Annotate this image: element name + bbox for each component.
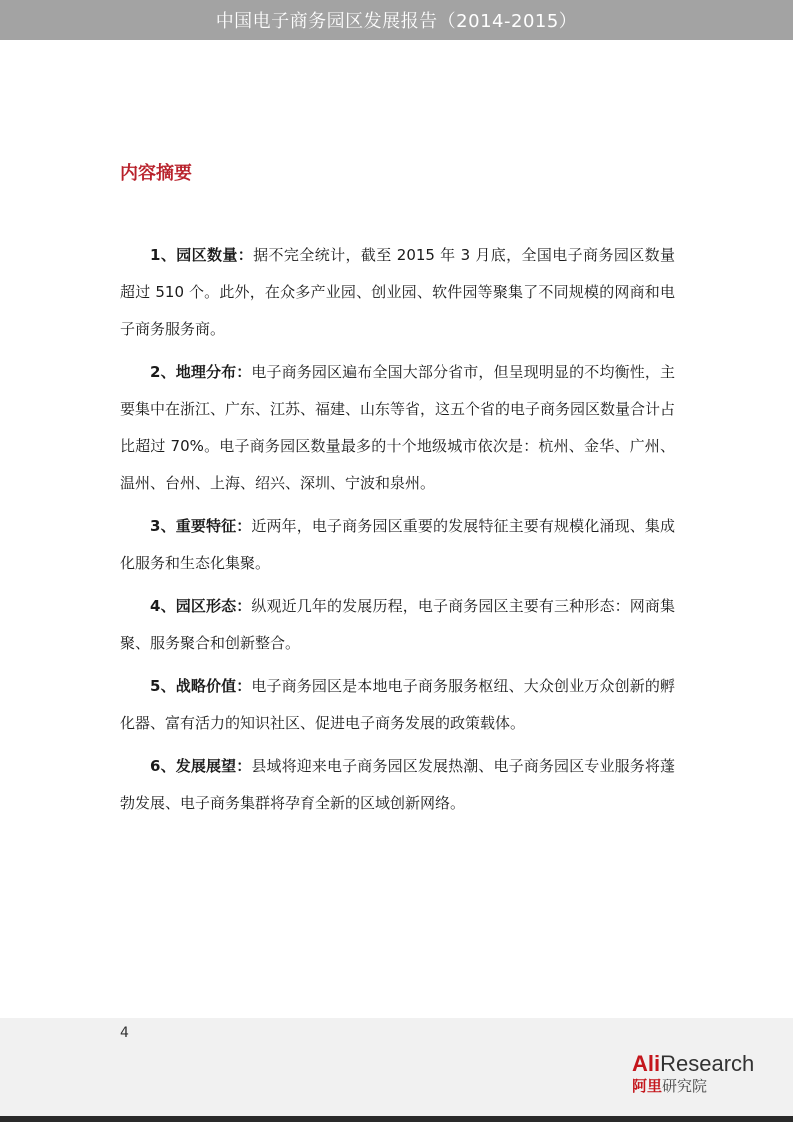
paragraph-lead: 4、园区形态： [150,597,252,615]
logo-wordmark [632,1052,777,1076]
paragraph-lead: 3、重要特征： [150,517,252,535]
aliresearch-logo [632,1052,777,1098]
logo-research: Research [660,1051,755,1076]
paragraph-text: 近两年，电子商务园区重要的发展特征主要有规模化涌现、集成化服务和生态化集聚。 [120,517,675,572]
summary-paragraph [120,237,675,348]
paragraph-lead: 1、园区数量： [150,246,254,264]
report-header [0,0,793,40]
page-number: 4 [120,1025,129,1041]
paragraph-text: 电子商务园区是本地电子商务服务枢纽、大众创业万众创新的孵化器、富有活力的知识社区、促进电子商务发展的政策载体。 [120,677,675,732]
paragraph-text: 电子商务园区遍布全国大部分省市，但呈现明显的不均衡性，主要集中在浙江、广东、江苏、福建、山东等省，这五个省的电子商务园区数量合计占比超过 70%。电子商务园区数量最多的十个地级城市依次是：杭州、金华、广州、温州、台州、上海、绍兴、深圳、宁波和泉州。 [120,363,676,492]
logo-chinese [632,1076,777,1096]
summary-paragraph [120,354,675,502]
bottom-bar [0,1116,793,1122]
paragraph-text: 县域将迎来电子商务园区发展热潮、电子商务园区专业服务将蓬勃发展、电子商务集群将孕育全新的区域创新网络。 [120,757,675,812]
paragraph-lead: 6、发展展望： [150,757,252,775]
logo-cn-red: 阿里 [632,1077,663,1095]
report-title: 中国电子商务园区发展报告（2014-2015） [215,11,578,32]
section-title: 内容摘要 [120,163,192,184]
logo-cn-gray: 研究院 [662,1077,708,1095]
summary-paragraph [120,748,675,822]
summary-paragraph [120,668,675,742]
paragraph-text: 据不完全统计，截至 2015 年 3 月底，全国电子商务园区数量超过 510 个。此外，在众多产业园、创业园、软件园等聚集了不同规模的网商和电子商务服务商。 [120,246,675,338]
summary-paragraph [120,588,675,662]
summary-paragraph [120,508,675,582]
paragraph-lead: 2、地理分布： [150,363,252,381]
logo-ali: Ali [632,1051,661,1076]
paragraph-lead: 5、战略价值： [150,677,252,695]
summary-body [120,237,675,828]
paragraph-text: 纵观近几年的发展历程，电子商务园区主要有三种形态：网商集聚、服务聚合和创新整合。 [120,597,675,652]
